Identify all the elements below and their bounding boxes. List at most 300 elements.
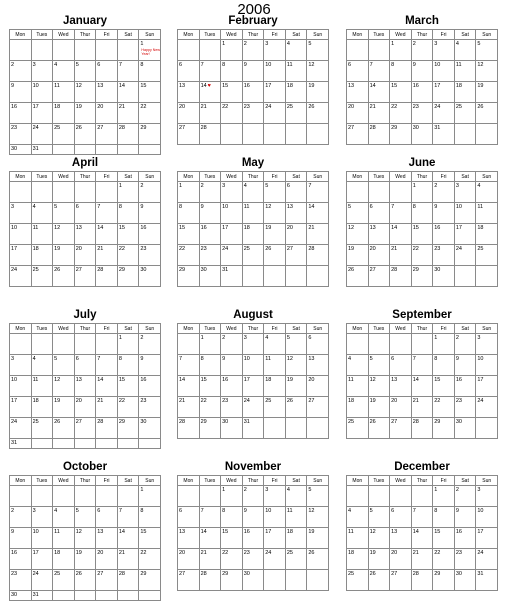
day-cell [178, 103, 200, 124]
day-number: 13 [75, 377, 82, 383]
day-cell [221, 355, 243, 376]
day-cell [139, 245, 161, 266]
day-cell [96, 376, 118, 397]
month-july [9, 309, 161, 449]
day-number: 23 [140, 246, 147, 252]
weekday-header: Sun [307, 476, 329, 486]
day-number: 9 [412, 62, 416, 68]
day-cell [347, 124, 369, 145]
day-cell [117, 224, 139, 245]
day-number: 12 [75, 83, 82, 89]
day-cell [53, 334, 75, 355]
day-cell [285, 266, 307, 287]
day-cell [390, 40, 412, 61]
day-cell [74, 528, 96, 549]
day-number: 24 [265, 550, 272, 556]
day-cell [117, 245, 139, 266]
day-cell [264, 507, 286, 528]
day-number: 23 [222, 398, 229, 404]
weekday-header: Sat [454, 172, 476, 182]
day-cell [264, 486, 286, 507]
day-cell [199, 376, 221, 397]
day-cell [242, 334, 264, 355]
day-number: 7 [412, 508, 416, 514]
day-number: 18 [32, 398, 39, 404]
day-number: 15 [222, 83, 229, 89]
day-number: 5 [265, 183, 269, 189]
day-number: 21 [200, 104, 207, 110]
day-number: 9 [140, 204, 144, 210]
day-number: 27 [391, 571, 398, 577]
month-june [346, 157, 498, 287]
day-number: 26 [348, 267, 355, 273]
day-cell [433, 376, 455, 397]
day-cell [307, 507, 329, 528]
weekday-header: Wed [53, 30, 75, 40]
day-cell [476, 334, 498, 355]
day-number: 4 [348, 356, 352, 362]
day-number: 16 [434, 225, 441, 231]
day-number: 22 [222, 104, 229, 110]
day-number: 21 [179, 398, 186, 404]
month-name: August [233, 309, 273, 321]
day-cell [199, 549, 221, 570]
day-number: 4 [54, 508, 58, 514]
day-cell [221, 570, 243, 591]
day-number: 4 [265, 335, 269, 341]
day-cell [10, 334, 32, 355]
day-cell [454, 61, 476, 82]
day-cell [368, 486, 390, 507]
day-cell [307, 528, 329, 549]
day-cell [53, 486, 75, 507]
day-number: 5 [369, 356, 373, 362]
day-number: 3 [265, 487, 269, 493]
day-number: 6 [391, 356, 395, 362]
day-cell [96, 528, 118, 549]
day-cell [10, 418, 32, 439]
day-number: 31 [222, 267, 229, 273]
day-cell [53, 591, 75, 601]
day-cell [74, 507, 96, 528]
day-number: 26 [54, 267, 61, 273]
day-number: 20 [348, 104, 355, 110]
day-cell [347, 266, 369, 287]
day-cell [53, 397, 75, 418]
day-cell [117, 549, 139, 570]
weekday-header: Sat [285, 476, 307, 486]
day-cell [368, 182, 390, 203]
weekday-header: Wed [390, 30, 412, 40]
day-number: 6 [179, 62, 183, 68]
week-row [347, 528, 498, 549]
day-number: 7 [369, 62, 373, 68]
day-cell [74, 61, 96, 82]
day-number: 12 [308, 62, 315, 68]
day-number: 5 [308, 487, 312, 493]
day-cell [411, 82, 433, 103]
week-row [10, 486, 161, 507]
day-number: 22 [222, 550, 229, 556]
month-name: September [392, 309, 452, 321]
day-number: 5 [54, 356, 58, 362]
day-cell [390, 82, 412, 103]
day-cell [347, 486, 369, 507]
weekday-header: Wed [390, 476, 412, 486]
day-number: 8 [118, 204, 122, 210]
weekday-header: Wed [53, 476, 75, 486]
day-number: 20 [286, 225, 293, 231]
day-number: 26 [286, 398, 293, 404]
day-cell [96, 418, 118, 439]
day-number: 12 [54, 377, 61, 383]
week-row [10, 570, 161, 591]
day-cell [264, 397, 286, 418]
day-cell [53, 103, 75, 124]
day-number: 2 [434, 183, 438, 189]
day-number: 18 [455, 83, 462, 89]
day-cell [96, 40, 118, 61]
day-number: 11 [265, 356, 271, 362]
day-number: 10 [11, 225, 18, 231]
weekday-header: Mon [347, 172, 369, 182]
day-cell [454, 528, 476, 549]
day-number: 28 [200, 571, 207, 577]
day-number: 27 [391, 419, 398, 425]
day-cell [31, 334, 53, 355]
day-cell [117, 507, 139, 528]
day-cell [117, 40, 139, 61]
day-cell [74, 224, 96, 245]
week-row [178, 549, 329, 570]
day-number: 29 [140, 571, 147, 577]
day-number: 8 [412, 204, 416, 210]
day-cell [307, 334, 329, 355]
day-cell [53, 418, 75, 439]
day-number: 17 [11, 246, 18, 252]
week-row [178, 124, 329, 145]
day-number: 21 [97, 246, 104, 252]
day-cell [178, 418, 200, 439]
weekday-header: Tues [368, 172, 390, 182]
day-cell [433, 182, 455, 203]
day-number: 7 [97, 356, 101, 362]
day-number: 2 [140, 335, 144, 341]
day-number: 12 [286, 356, 293, 362]
day-cell [390, 528, 412, 549]
day-cell [242, 418, 264, 439]
day-cell [199, 355, 221, 376]
week-row [347, 40, 498, 61]
day-cell [74, 245, 96, 266]
weekday-header: Mon [178, 30, 200, 40]
day-number: 17 [265, 529, 272, 535]
weekday-header: Mon [347, 324, 369, 334]
day-number: 25 [54, 125, 61, 131]
day-number: 4 [32, 356, 36, 362]
day-cell [53, 266, 75, 287]
weekday-header: Wed [53, 172, 75, 182]
week-row [178, 528, 329, 549]
day-cell [433, 245, 455, 266]
day-number: 3 [32, 508, 36, 514]
day-cell [221, 549, 243, 570]
day-cell [178, 507, 200, 528]
day-cell [242, 266, 264, 287]
day-number: 24 [32, 571, 39, 577]
day-cell [139, 82, 161, 103]
weekday-header: Sat [454, 324, 476, 334]
weekday-header: Sun [139, 30, 161, 40]
day-cell [139, 439, 161, 449]
day-cell [96, 507, 118, 528]
day-cell [96, 486, 118, 507]
day-cell [264, 103, 286, 124]
day-number: 8 [434, 356, 438, 362]
day-cell [285, 245, 307, 266]
day-cell [411, 182, 433, 203]
day-number: 12 [369, 529, 376, 535]
day-number: 18 [286, 83, 293, 89]
day-cell [10, 224, 32, 245]
day-cell [74, 182, 96, 203]
day-cell [10, 355, 32, 376]
day-cell [117, 61, 139, 82]
week-row [178, 355, 329, 376]
day-cell [390, 570, 412, 591]
day-cell [242, 203, 264, 224]
weekday-header: Wed [390, 172, 412, 182]
day-number: 16 [140, 377, 147, 383]
weekday-header: Sun [139, 172, 161, 182]
day-cell [139, 145, 161, 155]
day-cell [433, 103, 455, 124]
week-row [178, 203, 329, 224]
day-number: 28 [369, 125, 376, 131]
weekday-header: Sat [117, 324, 139, 334]
day-number: 5 [75, 62, 79, 68]
day-cell [31, 570, 53, 591]
day-cell [368, 245, 390, 266]
day-number: 16 [11, 104, 18, 110]
day-number: 2 [200, 183, 204, 189]
day-cell [96, 591, 118, 601]
weekday-header: Fri [96, 172, 118, 182]
day-cell [307, 124, 329, 145]
day-number: 20 [75, 246, 82, 252]
day-cell [368, 549, 390, 570]
month-name: October [62, 461, 108, 473]
day-cell [199, 124, 221, 145]
day-number: 24 [477, 398, 484, 404]
weekday-header: Thur [74, 172, 96, 182]
day-cell [368, 103, 390, 124]
day-number: 8 [140, 508, 144, 514]
day-cell [347, 203, 369, 224]
day-cell [411, 334, 433, 355]
day-number: 8 [140, 62, 144, 68]
weekday-header: Fri [264, 172, 286, 182]
day-number: 12 [265, 204, 272, 210]
day-cell [411, 376, 433, 397]
weekday-header: Sat [285, 324, 307, 334]
day-cell [285, 397, 307, 418]
weekday-header: Tues [31, 476, 53, 486]
day-cell [199, 570, 221, 591]
day-number: 13 [369, 225, 376, 231]
day-cell [178, 40, 200, 61]
day-cell [96, 355, 118, 376]
day-cell [117, 486, 139, 507]
day-number: 10 [434, 62, 441, 68]
day-cell [411, 397, 433, 418]
week-row [10, 266, 161, 287]
week-row [347, 376, 498, 397]
day-number: 7 [118, 62, 122, 68]
day-cell [96, 82, 118, 103]
day-number: 24 [455, 246, 462, 252]
day-number: 11 [477, 204, 484, 210]
day-cell [31, 266, 53, 287]
weekday-header: Thur [242, 324, 264, 334]
month-table [177, 475, 329, 591]
day-number: 27 [75, 267, 82, 273]
day-number: 5 [308, 41, 312, 47]
day-number: 31 [434, 125, 441, 131]
day-number: 25 [32, 267, 39, 273]
day-cell [53, 40, 75, 61]
day-cell [221, 103, 243, 124]
weekday-header: Sun [139, 476, 161, 486]
day-cell [454, 507, 476, 528]
day-number: 11 [286, 508, 293, 514]
day-cell [242, 376, 264, 397]
week-row [10, 397, 161, 418]
day-number: 12 [477, 62, 484, 68]
day-cell [31, 203, 53, 224]
day-cell [96, 570, 118, 591]
day-cell [307, 203, 329, 224]
day-cell [433, 334, 455, 355]
day-cell [74, 334, 96, 355]
month-table [346, 171, 498, 287]
day-number: 16 [412, 83, 419, 89]
day-number: 1 [412, 183, 416, 189]
day-cell [411, 528, 433, 549]
day-cell [10, 549, 32, 570]
day-cell [96, 266, 118, 287]
day-number: 10 [477, 356, 484, 362]
day-cell [96, 203, 118, 224]
day-number: 8 [222, 508, 226, 514]
day-number: 19 [348, 246, 355, 252]
day-number: 21 [369, 104, 376, 110]
day-cell [285, 570, 307, 591]
month-name: June [408, 157, 436, 169]
day-cell [178, 397, 200, 418]
day-cell [139, 549, 161, 570]
day-cell [53, 224, 75, 245]
day-number: 14 [412, 377, 419, 383]
day-cell [347, 397, 369, 418]
day-cell [178, 549, 200, 570]
day-number: 1 [434, 487, 438, 493]
day-cell [242, 40, 264, 61]
day-cell [178, 82, 200, 103]
week-row [10, 355, 161, 376]
day-number: 7 [308, 183, 312, 189]
day-cell [264, 549, 286, 570]
day-cell [139, 103, 161, 124]
week-row [178, 397, 329, 418]
week-row [347, 397, 498, 418]
weekday-header: Sat [285, 172, 307, 182]
day-cell [285, 103, 307, 124]
month-name: July [73, 309, 97, 321]
weekday-header: Wed [221, 172, 243, 182]
day-number: 2 [412, 41, 416, 47]
day-number: 3 [222, 183, 226, 189]
day-cell [31, 549, 53, 570]
day-number: 4 [477, 183, 481, 189]
weekday-header: Wed [221, 476, 243, 486]
day-number: 3 [243, 335, 247, 341]
day-number: 18 [54, 104, 61, 110]
day-number: 30 [11, 592, 18, 598]
day-cell [199, 82, 221, 103]
weekday-header: Thur [411, 476, 433, 486]
day-number: 25 [54, 571, 61, 577]
day-cell [96, 549, 118, 570]
day-cell [390, 124, 412, 145]
day-cell [285, 203, 307, 224]
day-number: 24 [265, 104, 272, 110]
day-number: 29 [140, 125, 147, 131]
weekday-header: Mon [178, 324, 200, 334]
day-cell [264, 203, 286, 224]
day-cell [347, 245, 369, 266]
month-february [177, 15, 329, 145]
day-cell [31, 418, 53, 439]
day-cell [31, 486, 53, 507]
weekday-header: Sat [117, 476, 139, 486]
day-number: 24 [32, 125, 39, 131]
day-cell [454, 486, 476, 507]
day-cell [178, 266, 200, 287]
day-cell [307, 570, 329, 591]
day-cell [10, 203, 32, 224]
day-cell [390, 334, 412, 355]
day-cell [199, 507, 221, 528]
day-number: 23 [455, 398, 462, 404]
day-cell [390, 486, 412, 507]
weekday-header: Fri [433, 30, 455, 40]
day-cell [411, 103, 433, 124]
day-number: 8 [391, 62, 395, 68]
day-cell [10, 103, 32, 124]
day-cell [368, 355, 390, 376]
day-number: 2 [455, 335, 459, 341]
day-cell [117, 334, 139, 355]
weekday-header: Sat [454, 476, 476, 486]
day-number: 12 [308, 508, 315, 514]
day-number: 18 [348, 398, 355, 404]
day-number: 26 [369, 419, 376, 425]
day-cell [390, 355, 412, 376]
weekday-header: Thur [411, 324, 433, 334]
day-number: 31 [32, 592, 39, 598]
day-number: 14 [200, 529, 207, 535]
